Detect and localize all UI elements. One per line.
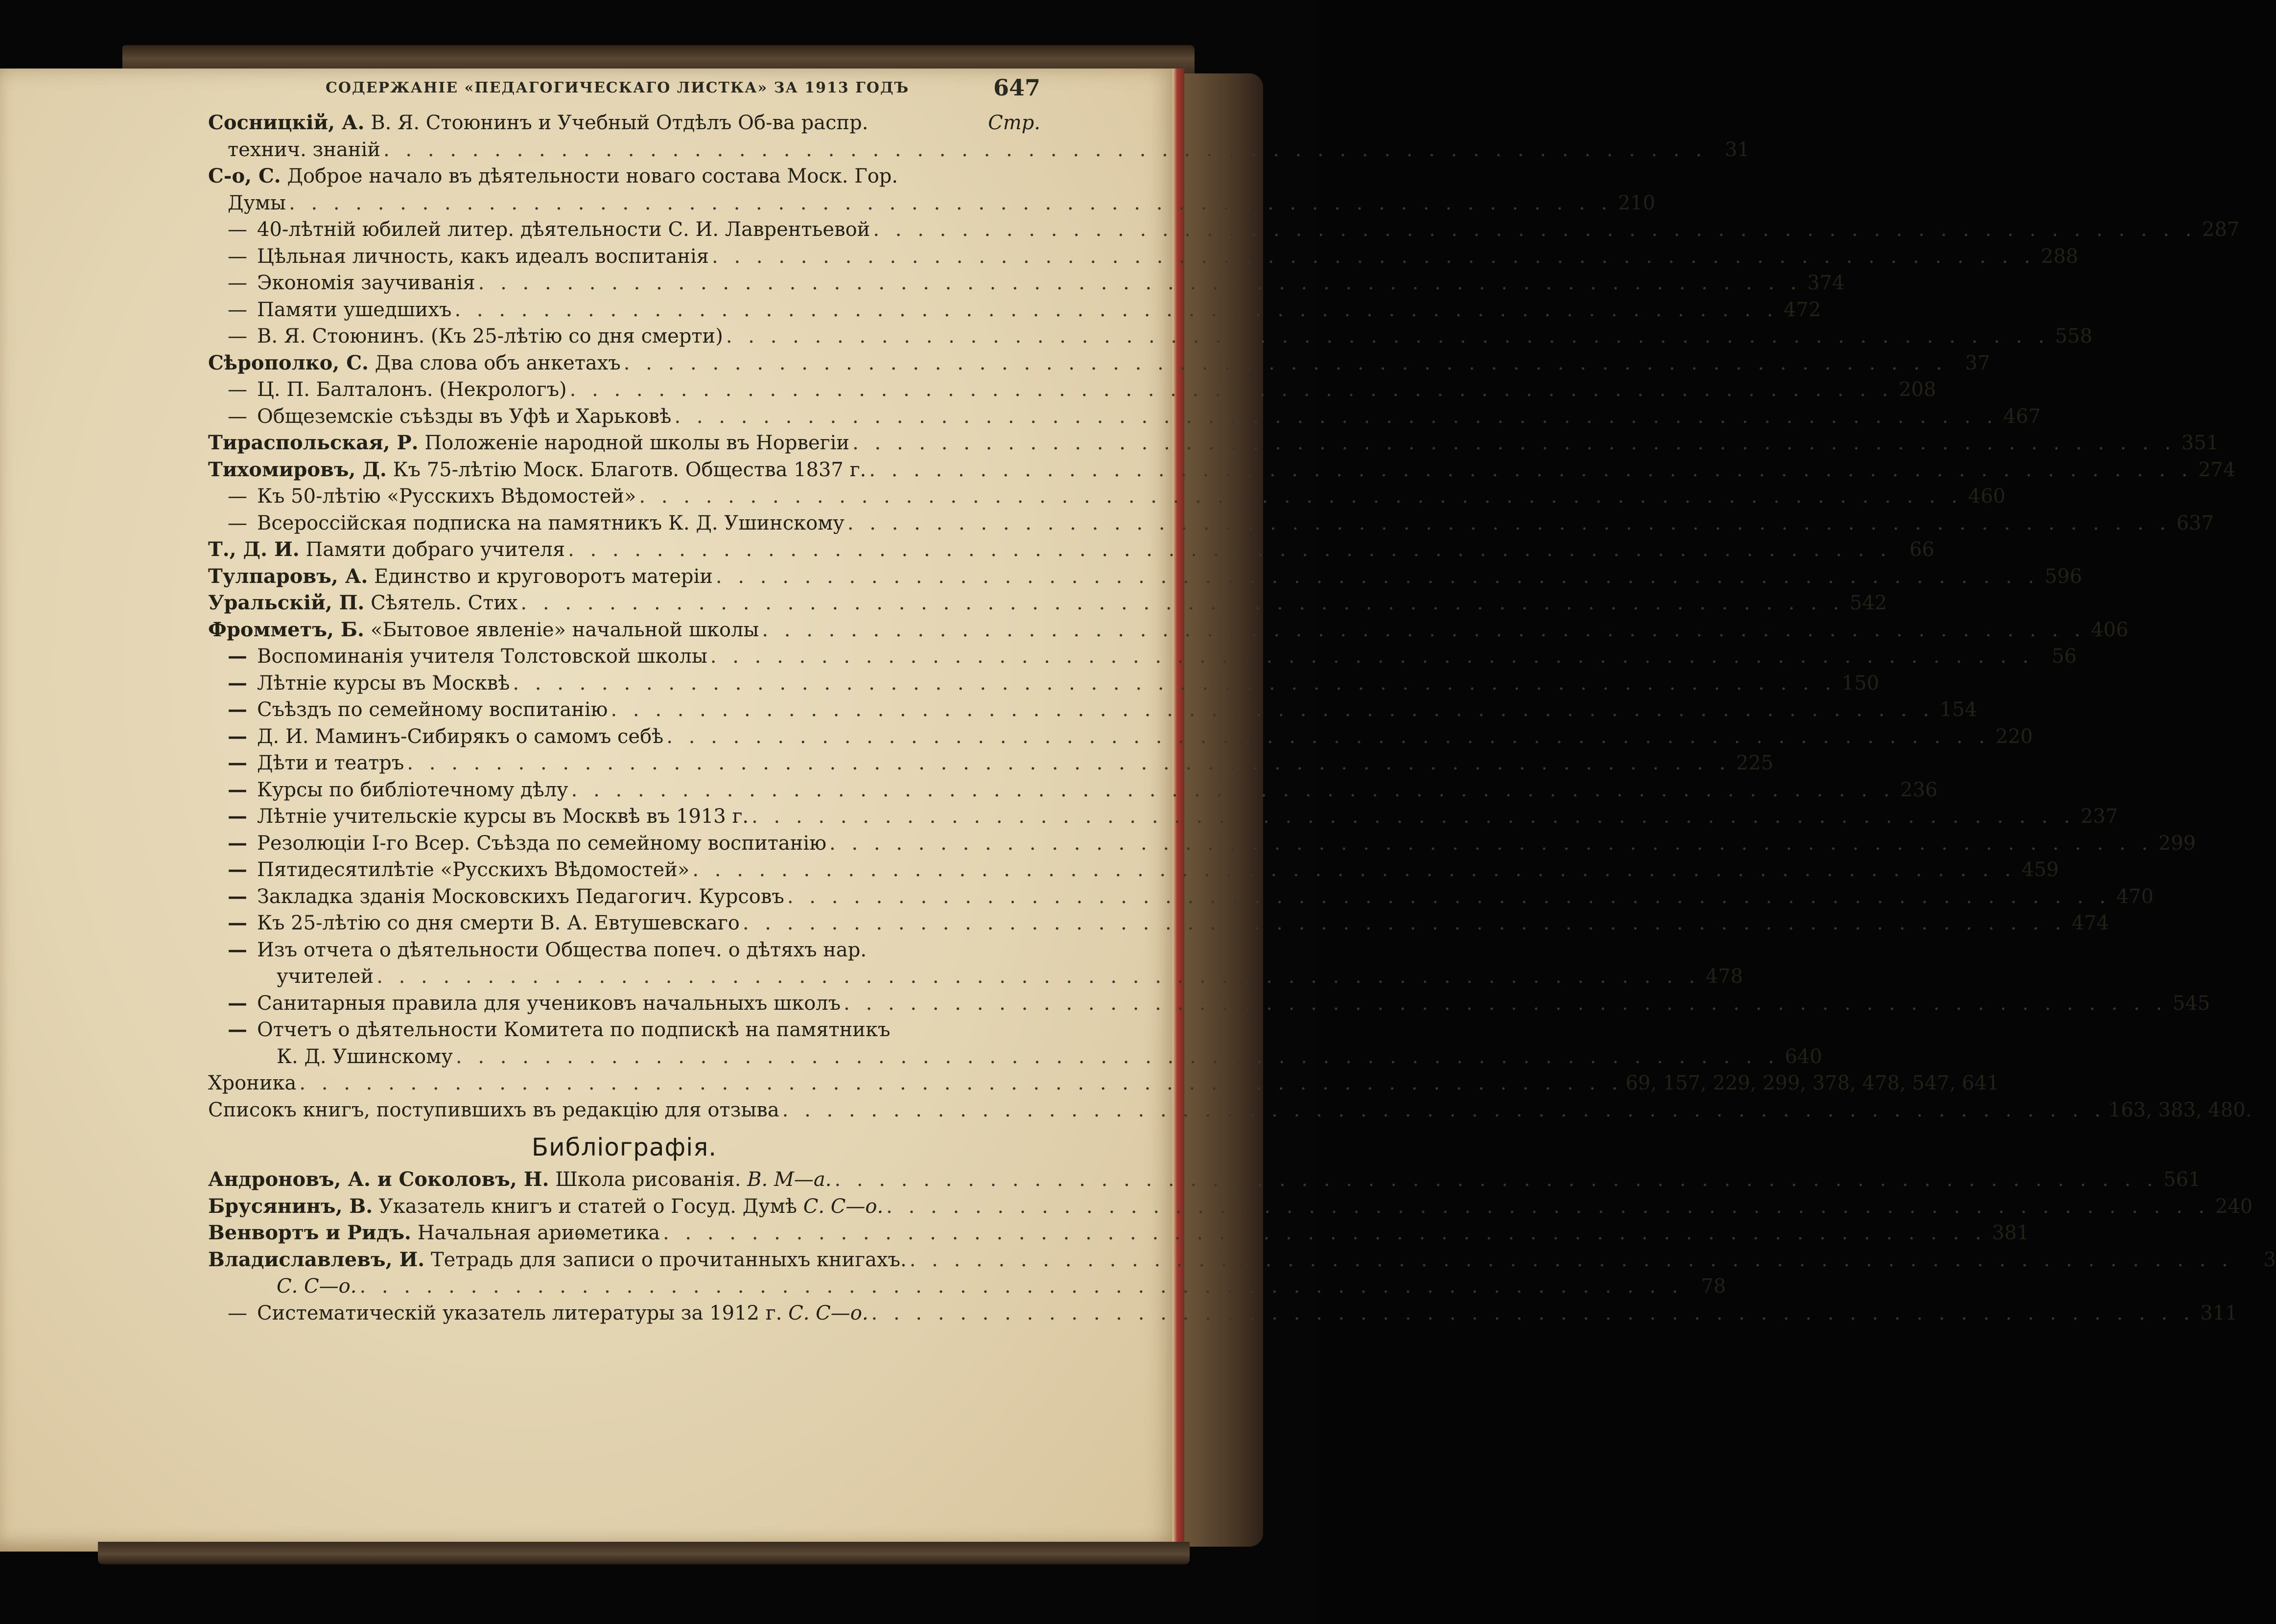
entry-dash: — — [228, 378, 247, 401]
bibliography-entry — [208, 1247, 2276, 1274]
dot-leader: . . . . . . . . . . . . . . . . . . . . . . . . . . . . . . . . . . . . . . . . . . . . . . . . . . . . . . . . . . . . — [909, 1248, 2233, 1271]
entry-title: Списокъ книгъ, поступившихъ въ редакцію для отзыва — [208, 1098, 779, 1121]
dot-leader: . . . . . . . . . . . . . . . . . . . . . . . . . . . . . . . . . . . . . . . . . . . . . . . . . . . . . . . . . . . . — [383, 138, 1707, 161]
entry-text — [208, 1247, 907, 1274]
entry-page: 351 — [2181, 432, 2219, 454]
entry-text — [208, 350, 621, 377]
entry-dash: — — [228, 485, 247, 508]
contents-entry — [208, 163, 1040, 190]
bibliography-entry — [208, 1273, 1726, 1300]
entry-dash: — — [228, 911, 247, 934]
entry-title: Къ 50-лѣтію «Русскихъ Вѣдомостей» — [257, 485, 636, 508]
contents-entry — [208, 830, 2196, 857]
contents-entry — [208, 643, 2077, 670]
entry-title: Школа рисованія. — [555, 1168, 741, 1191]
entry-author: Андроновъ, А. и Соколовъ, Н. — [208, 1168, 549, 1191]
entry-dash: — — [228, 218, 247, 241]
entry-title: Съѣздъ по семейному воспитанію — [257, 698, 608, 721]
entry-title: Тетрадь для записи о прочитанныхъ книгахъ. — [430, 1248, 907, 1271]
entry-text — [208, 270, 475, 297]
entry-page: 236 — [1900, 778, 1938, 801]
entry-text — [208, 430, 849, 457]
entry-page: 225 — [1736, 752, 1774, 774]
entry-title: Систематическій указатель литературы за 1912 г. — [257, 1301, 782, 1324]
entry-page: 467 — [2003, 405, 2041, 428]
entry-title: Памяти добраго учителя — [305, 538, 565, 561]
entry-title: Памяти ушедшихъ — [257, 298, 452, 321]
entry-dash: — — [228, 511, 247, 534]
entry-title: Сѣятель. Стих — [371, 592, 518, 614]
entry-page: 163, 383, 480. — [2108, 1098, 2252, 1121]
dot-leader: . . . . . . . . . . . . . . . . . . . . . . . . . . . . . . . . . . . . . . . . . . . . . . . . . . . . . . . . . . . . — [610, 698, 1934, 721]
contents-entry — [208, 323, 2092, 350]
entry-page: 220 — [1995, 725, 2033, 748]
dot-leader: . . . . . . . . . . . . . . . . . . . . . . . . . . . . . . . . . . . . . . . . . . . . . . . . . . . . . . . . . . . . — [847, 511, 2171, 534]
entry-author: Брусянинъ, В. — [208, 1194, 373, 1218]
dot-leader: . . . . . . . . . . . . . . . . . . . . . . . . . . . . . . . . . . . . . . . . . . . . . . . . . . . . . . . . . . . . — [569, 378, 1893, 401]
contents-entry — [208, 536, 1935, 563]
contents-entry — [208, 270, 1845, 297]
dot-leader: . . . . . . . . . . . . . . . . . . . . . . . . . . . . . . . . . . . . . . . . . . . . . . . . . . . . . . . . . . . . — [454, 298, 1778, 321]
entry-text — [208, 403, 671, 430]
entry-title: Лѣтніе курсы въ Москвѣ — [257, 672, 510, 695]
dot-leader: . . . . . . . . . . . . . . . . . . . . . . . . . . . . . . . . . . . . . . . . . . . . . . . . . . . . . . . . . . . . — [513, 672, 1836, 695]
entry-page: 208 — [1899, 378, 1936, 401]
contents-entry — [208, 937, 1040, 964]
entry-page: 56 — [2051, 645, 2077, 668]
contents-entry — [208, 430, 2219, 457]
running-header — [208, 72, 1040, 110]
entry-text — [208, 723, 663, 750]
entry-dash: — — [228, 698, 247, 721]
entry-dash: — — [228, 405, 247, 428]
entry-text — [208, 696, 608, 723]
dot-leader: . . . . . . . . . . . . . . . . . . . . . . . . . . . . . . . . . . . . . . . . . . . . . . . . . . . . . . . . . . . . — [710, 645, 2034, 668]
entry-text — [208, 376, 567, 403]
entry-title: Отчетъ о дѣятельности Комитета по подпискѣ на памятникъ — [257, 1019, 891, 1041]
entry-dash: — — [228, 1018, 247, 1041]
entry-text — [208, 990, 841, 1017]
contents-entry — [208, 457, 2236, 484]
entry-page: 287 — [2202, 218, 2240, 241]
entry-page: 78 — [1701, 1275, 1726, 1298]
entry-continuation: учителей — [277, 965, 374, 988]
entry-title: Къ 25-лѣтію со дня смерти В. А. Евтушевскаго — [257, 912, 740, 934]
entry-text — [208, 670, 510, 697]
entry-text — [208, 297, 451, 324]
contents-entry — [208, 190, 1656, 217]
entry-dash: — — [228, 884, 247, 908]
entry-page: 472 — [1783, 298, 1821, 321]
entry-page: 37 — [1965, 351, 1990, 374]
dot-leader: . . . . . . . . . . . . . . . . . . . . . . . . . . . . . . . . . . . . . . . . . . . . . . . . . . . . . . . . . . . . — [407, 752, 1731, 774]
contents-entry — [208, 510, 2214, 537]
bibliography-entry — [208, 1300, 2238, 1327]
contents-entry — [208, 1097, 2252, 1124]
entry-text — [208, 457, 866, 484]
entry-page: 460 — [1968, 485, 2006, 508]
page-number: 647 — [993, 74, 1040, 101]
dot-leader: . . . . . . . . . . . . . . . . . . . . . . . . . . . . . . . . . . . . . . . . . . . . . . . . . . . . . . . . . . . . — [289, 191, 1613, 214]
dot-leader: . . . . . . . . . . . . . . . . . . . . . . . . . . . . . . . . . . . . . . . . . . . . . . . . . . . . . . . . . . . . — [359, 1275, 1683, 1298]
contents-entry — [208, 590, 1887, 617]
contents-entry — [208, 297, 1821, 324]
entry-dash: — — [228, 1301, 247, 1324]
dot-leader: . . . . . . . . . . . . . . . . . . . . . . . . . . . . . . . . . . . . . . . . . . . . . . . . . . . . . . . . . . . . — [886, 1195, 2210, 1218]
dot-leader: . . . . . . . . . . . . . . . . . . . . . . . . . . . . . . . . . . . . . . . . . . . . . . . . . . . . . . . . . . . . — [666, 725, 1990, 748]
entry-text — [208, 510, 845, 537]
dot-leader: . . . . . . . . . . . . . . . . . . . . . . . . . . . . . . . . . . . . . . . . . . . . . . . . . . . . . . . . . . . . — [829, 832, 2153, 855]
contents-entry — [208, 1044, 1822, 1070]
entry-page: 31 — [1725, 138, 1750, 161]
dot-leader: . . . . . . . . . . . . . . . . . . . . . . . . . . . . . . . . . . . . . . . . . . . . . . . . . . . . . . . . . . . . — [299, 1072, 1623, 1094]
entry-reviewer: С. С—о. — [788, 1301, 868, 1324]
entry-title: Всероссійская подписка на памятникъ К. Д. Ушинскому — [257, 511, 845, 534]
entry-text — [208, 483, 636, 510]
section-title: Библіографія. — [531, 1133, 717, 1161]
entry-title: Курсы по библіотечному дѣлу — [257, 778, 568, 801]
entry-title: Цѣльная личность, какъ идеалъ воспитанія — [257, 245, 709, 268]
page-content — [208, 72, 2276, 1326]
contents-entry — [208, 723, 2033, 750]
contents-entry — [208, 803, 2118, 830]
entry-text — [208, 937, 867, 964]
dot-leader: . . . . . . . . . . . . . . . . . . . . . . . . . . . . . . . . . . . . . . . . . . . . . . . . . . . . . . . . . . . . — [663, 1222, 1987, 1244]
entry-text — [208, 563, 713, 590]
entry-title: Указатель книгъ и статей о Госуд. Думѣ — [378, 1195, 798, 1218]
entry-text — [208, 830, 826, 857]
entry-reviewer: В. М—а. — [747, 1168, 832, 1191]
entry-text — [208, 190, 286, 217]
entry-text — [208, 1097, 779, 1124]
entry-page: 374 — [1807, 272, 1845, 294]
dot-leader: . . . . . . . . . . . . . . . . . . . . . . . . . . . . . . . . . . . . . . . . . . . . . . . . . . . . . . . . . . . . — [852, 432, 2176, 454]
bibliography-entry — [208, 1220, 2030, 1247]
entry-author: Тулпаровъ, А. — [208, 564, 368, 588]
entry-title: Два слова объ анкетахъ — [375, 351, 621, 374]
entry-text — [208, 590, 517, 617]
entry-text — [208, 617, 759, 644]
dot-leader: . . . . . . . . . . . . . . . . . . . . . . . . . . . . . . . . . . . . . . . . . . . . . . . . . . . . . . . . . . . . — [478, 272, 1802, 294]
entry-title: В. Я. Стоюнинъ и Учебный Отдѣлъ Об-ва распр. — [371, 112, 868, 134]
contents-list — [208, 110, 2252, 1123]
entry-text — [208, 163, 898, 190]
entry-dash: — — [228, 991, 247, 1015]
entry-title: «Бытовое явленіе» начальной школы — [370, 618, 759, 641]
contents-entry — [208, 376, 1936, 403]
entry-text — [208, 963, 374, 990]
entry-text — [208, 1070, 296, 1097]
dot-leader: . . . . . . . . . . . . . . . . . . . . . . . . . . . . . . . . . . . . . . . . . . . . . . . . . . . . . . . . . . . . — [871, 1301, 2195, 1324]
entry-title: Лѣтніе учительскіе курсы въ Москвѣ въ 1913 г. — [257, 805, 749, 828]
entry-author: Тихомировъ, Д. — [208, 458, 387, 481]
entry-page: 640 — [1784, 1045, 1822, 1068]
entry-text — [208, 243, 709, 270]
entry-page: 637 — [2176, 511, 2214, 534]
entry-page: 66 — [1909, 538, 1935, 561]
contents-entry — [208, 990, 2210, 1017]
entry-dash: — — [228, 751, 247, 774]
entry-page: 459 — [2021, 858, 2059, 881]
entry-page: 596 — [2044, 565, 2082, 588]
entry-text — [208, 137, 380, 163]
entry-dash: — — [228, 272, 247, 294]
entry-title: Хроника — [208, 1072, 297, 1094]
contents-entry — [208, 137, 1750, 163]
contents-entry — [208, 563, 2082, 590]
dot-leader: . . . . . . . . . . . . . . . . . . . . . . . . . . . . . . . . . . . . . . . . . . . . . . . . . . . . . . . . . . . . — [869, 458, 2193, 481]
entry-title: Резолюціи I-го Всер. Съѣзда по семейному воспитанію — [257, 832, 827, 855]
dot-leader: . . . . . . . . . . . . . . . . . . . . . . . . . . . . . . . . . . . . . . . . . . . . . . . . . . . . . . . . . . . . — [873, 218, 2197, 241]
entry-title: Д. И. Маминъ-Сибирякъ о самомъ себѣ — [257, 725, 664, 748]
entry-author: Т., Д. И. — [208, 538, 300, 561]
entry-dash: — — [228, 325, 247, 348]
entry-author: Венвортъ и Ридъ. — [208, 1221, 411, 1244]
bibliography-list — [208, 1166, 2276, 1326]
entry-dash: — — [228, 645, 247, 668]
entry-dash: — — [228, 778, 247, 801]
entry-text — [208, 1017, 890, 1044]
dot-leader: . . . . . . . . . . . . . . . . . . . . . . . . . . . . . . . . . . . . . . . . . . . . . . . . . . . . . . . . . . . . — [712, 245, 2036, 268]
dot-leader: . . . . . . . . . . . . . . . . . . . . . . . . . . . . . . . . . . . . . . . . . . . . . . . . . . . . . . . . . . . . — [376, 965, 1700, 988]
entry-title: 40-лѣтній юбилей литер. дѣятельности С. И. Лаврентьевой — [257, 218, 870, 241]
contents-entry — [208, 216, 2240, 243]
entry-text — [208, 1220, 660, 1247]
entry-author: Фромметъ, Б. — [208, 618, 364, 641]
contents-entry — [208, 857, 2059, 883]
entry-author: Владиславлевъ, И. — [208, 1248, 425, 1271]
entry-author: С-о, С. — [208, 164, 281, 187]
contents-entry — [208, 883, 2154, 910]
entry-page: 545 — [2172, 992, 2210, 1015]
dot-leader: . . . . . . . . . . . . . . . . . . . . . . . . . . . . . . . . . . . . . . . . . . . . . . . . . . . . . . . . . . . . — [623, 351, 1947, 374]
entry-page: 240 — [2215, 1195, 2253, 1218]
contents-entry — [208, 777, 1938, 804]
entry-title: Закладка зданія Московскихъ Педагогич. Курсовъ — [257, 885, 784, 908]
entry-text — [208, 803, 749, 830]
entry-title: Воспоминанія учителя Толстовской школы — [257, 645, 707, 668]
contents-entry — [208, 696, 1977, 723]
entry-title: Санитарныя правила для учениковъ начальныхъ школъ — [257, 992, 841, 1015]
entry-text — [208, 1273, 356, 1300]
dot-leader: . . . . . . . . . . . . . . . . . . . . . . . . . . . . . . . . . . . . . . . . . . . . . . . . . . . . . . . . . . . . — [692, 858, 2016, 881]
entry-page: 210 — [1618, 191, 1656, 214]
entry-dash: — — [228, 831, 247, 855]
entry-author: Тираспольская, Р. — [208, 431, 419, 454]
entry-page: 470 — [2116, 885, 2154, 908]
entry-title: Общеземскіе съѣзды въ Уфѣ и Харьковѣ — [257, 405, 672, 428]
dot-leader: . . . . . . . . . . . . . . . . . . . . . . . . . . . . . . . . . . . . . . . . . . . . . . . . . . . . . . . . . . . . — [782, 1098, 2106, 1121]
entry-title: Экономія заучиванія — [257, 272, 475, 294]
entry-page: 474 — [2071, 912, 2109, 934]
entry-page: 542 — [1850, 592, 1887, 614]
entry-text — [208, 1193, 883, 1220]
dot-leader: . . . . . . . . . . . . . . . . . . . . . . . . . . . . . . . . . . . . . . . . . . . . . . . . . . . . . . . . . . . . — [742, 912, 2066, 934]
entry-page: 478 — [1705, 965, 1743, 988]
contents-entry — [208, 110, 1040, 137]
entry-text — [208, 110, 868, 137]
entry-continuation: К. Д. Ушинскому — [277, 1045, 453, 1068]
entry-title: Единство и круговоротъ матеріи — [374, 565, 713, 588]
entry-continuation: технич. знаній — [228, 138, 380, 161]
dot-leader: . . . . . . . . . . . . . . . . . . . . . . . . . . . . . . . . . . . . . . . . . . . . . . . . . . . . . . . . . . . . — [568, 538, 1892, 561]
entry-continuation: Думы — [228, 191, 286, 214]
entry-text — [208, 910, 740, 937]
contents-entry — [208, 617, 2129, 644]
dot-leader: . . . . . . . . . . . . . . . . . . . . . . . . . . . . . . . . . . . . . . . . . . . . . . . . . . . . . . . . . . . . — [844, 992, 2167, 1015]
entry-text — [208, 643, 707, 670]
entry-dash: — — [228, 858, 247, 881]
entry-title: Начальная ариѳметика — [417, 1222, 660, 1244]
entry-text — [208, 1166, 831, 1193]
entry-page: 69, 157, 229, 299, 378, 478, 547, 641 — [1625, 1072, 1999, 1094]
entry-title: Ц. П. Балталонъ. (Некрологъ) — [257, 378, 567, 401]
entry-text — [208, 323, 723, 350]
contents-entry — [208, 1017, 1040, 1044]
dot-leader: . . . . . . . . . . . . . . . . . . . . . . . . . . . . . . . . . . . . . . . . . . . . . . . . . . . . . . . . . . . . — [520, 592, 1844, 614]
entry-page: 237 — [2080, 805, 2118, 828]
dot-leader: . . . . . . . . . . . . . . . . . . . . . . . . . . . . . . . . . . . . . . . . . . . . . . . . . . . . . . . . . . . . — [762, 618, 2086, 641]
entry-text — [208, 1300, 868, 1327]
entry-author: Сѣрополко, С. — [208, 351, 369, 374]
dot-leader: . . . . . . . . . . . . . . . . . . . . . . . . . . . . . . . . . . . . . . . . . . . . . . . . . . . . . . . . . . . . — [834, 1168, 2158, 1191]
entry-title: Изъ отчета о дѣятельности Общества попеч. о дѣтяхъ нар. — [257, 938, 867, 961]
entry-title: Къ 75-лѣтію Моск. Благотв. Общества 1837 г. — [393, 458, 867, 481]
entry-page: 288 — [2041, 245, 2079, 268]
dot-leader: . . . . . . . . . . . . . . . . . . . . . . . . . . . . . . . . . . . . . . . . . . . . . . . . . . . . . . . . . . . . — [674, 405, 1998, 428]
entry-text — [208, 216, 870, 243]
dot-leader: . . . . . . . . . . . . . . . . . . . . . . . . . . . . . . . . . . . . . . . . . . . . . . . . . . . . . . . . . . . . — [571, 778, 1895, 801]
entry-reviewer: С. С—о. — [803, 1195, 884, 1218]
contents-entry — [208, 483, 2006, 510]
entry-title: Доброе начало въ дѣятельности новаго состава Моск. Гор. — [287, 165, 898, 187]
entry-page: 561 — [2163, 1168, 2201, 1191]
entry-page: 311 — [2200, 1301, 2238, 1324]
contents-entry — [208, 963, 1743, 990]
entry-title: Дѣти и театръ — [257, 752, 404, 774]
dot-leader: . . . . . . . . . . . . . . . . . . . . . . . . . . . . . . . . . . . . . . . . . . . . . . . . . . . . . . . . . . . . — [639, 485, 1963, 508]
entry-continuation: С. С—о. — [277, 1275, 357, 1298]
running-title: СОДЕРЖАНІЕ «ПЕДАГОГИЧЕСКАГО ЛИСТКА» ЗА 1913 ГОДЪ — [326, 79, 910, 96]
entry-author: Сосницкій, А. — [208, 111, 365, 134]
entry-text — [208, 883, 784, 910]
book-bottom-edge — [98, 1542, 1190, 1564]
entry-page: 406 — [2091, 618, 2129, 641]
entry-page: 299 — [2158, 832, 2196, 855]
bibliography-entry — [208, 1166, 2201, 1193]
entry-page: 3 — [2263, 1248, 2276, 1271]
entry-dash: — — [228, 671, 247, 695]
dot-leader: . . . . . . . . . . . . . . . . . . . . . . . . . . . . . . . . . . . . . . . . . . . . . . . . . . . . . . . . . . . . — [787, 885, 2111, 908]
entry-dash: — — [228, 298, 247, 321]
entry-text — [208, 1044, 453, 1070]
entry-title: Пятидесятилѣтіе «Русскихъ Вѣдомостей» — [257, 858, 690, 881]
entry-text — [208, 777, 568, 804]
contents-entry — [208, 403, 2041, 430]
dot-leader: . . . . . . . . . . . . . . . . . . . . . . . . . . . . . . . . . . . . . . . . . . . . . . . . . . . . . . . . . . . . — [751, 805, 2075, 828]
entry-dash: — — [228, 805, 247, 828]
entry-dash: — — [228, 938, 247, 961]
entry-page: 558 — [2055, 325, 2092, 348]
contents-entry — [208, 1070, 1999, 1097]
entry-text — [208, 750, 404, 777]
entry-dash: — — [228, 245, 247, 268]
entry-page: 150 — [1842, 672, 1879, 695]
entry-author: Уральскій, П. — [208, 591, 365, 614]
bibliography-entry — [208, 1193, 2253, 1220]
contents-entry — [208, 670, 1879, 697]
dot-leader: . . . . . . . . . . . . . . . . . . . . . . . . . . . . . . . . . . . . . . . . . . . . . . . . . . . . . . . . . . . . — [715, 565, 2039, 588]
dot-leader: . . . . . . . . . . . . . . . . . . . . . . . . . . . . . . . . . . . . . . . . . . . . . . . . . . . . . . . . . . . . — [455, 1045, 1779, 1068]
entry-text — [208, 857, 689, 883]
entry-title: Положеніе народной школы въ Норвегіи — [424, 432, 850, 454]
entry-text — [208, 536, 565, 563]
entry-dash: — — [228, 724, 247, 748]
entry-page: 274 — [2198, 458, 2236, 481]
contents-entry — [208, 350, 1990, 377]
entry-title: В. Я. Стоюнинъ. (Къ 25-лѣтію со дня смерти) — [257, 325, 723, 348]
dot-leader: . . . . . . . . . . . . . . . . . . . . . . . . . . . . . . . . . . . . . . . . . . . . . . . . . . . . . . . . . . . . — [726, 325, 2049, 348]
contents-entry — [208, 243, 2079, 270]
contents-entry — [208, 750, 1774, 777]
contents-entry — [208, 910, 2109, 937]
column-label: Стр. — [988, 112, 1040, 134]
entry-page: 381 — [1992, 1222, 2030, 1244]
entry-page: 154 — [1940, 698, 1977, 721]
